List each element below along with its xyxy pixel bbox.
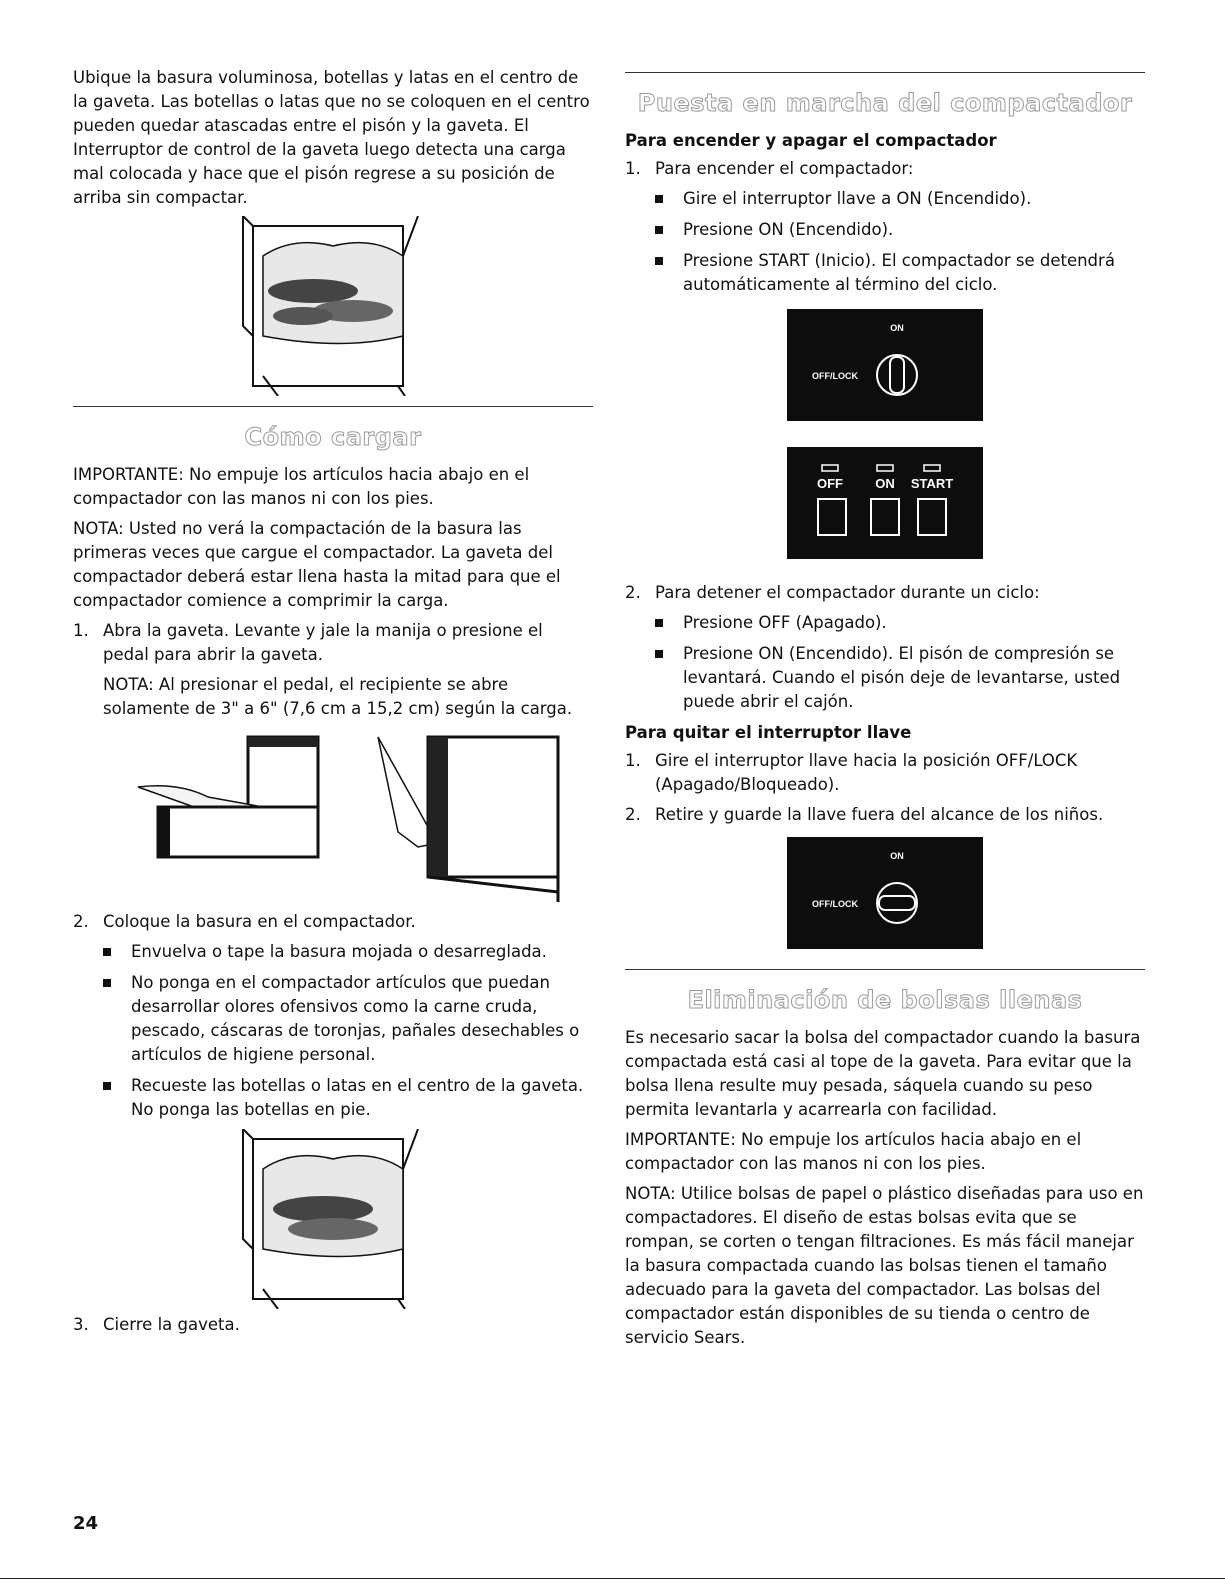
key-switch-panel-on <box>787 309 983 421</box>
panel-on-label: ON <box>890 323 904 333</box>
important-paragraph <box>73 463 593 511</box>
important-label: IMPORTANTE: <box>625 1130 736 1149</box>
panel-on-label: ON <box>890 851 904 861</box>
step-1 <box>625 157 1145 181</box>
step-text: Para encender el compactador: <box>655 159 914 178</box>
note-text: Utilice bolsas de papel o plástico diseñadas para uso en compactadores. El diseño de estas bolsas evita que se rompan, se corten o tengan filtraciones. Es más fácil manejar la basura compactada cuando las bolsas tienen el tamaño adecuado para la gaveta del compactador. Las bolsas del compactador están disponibles de su tienda o centro de servicio Sears. <box>625 1184 1144 1347</box>
off-button-label: OFF <box>817 476 843 491</box>
step-2-bullets <box>625 611 1145 714</box>
step-number: 2. <box>73 912 89 931</box>
step-number: 3. <box>73 1315 89 1334</box>
step-1 <box>73 619 593 667</box>
section-divider <box>625 72 1145 73</box>
note-paragraph <box>73 517 593 613</box>
section-divider <box>625 969 1145 970</box>
bullet-item: Presione OFF (Apagado). <box>625 611 1145 635</box>
bullet-item: Gire el interruptor llave a ON (Encendido). <box>625 187 1145 211</box>
important-text: No empuje los artículos hacia abajo en el compactador con las manos ni con los pies. <box>73 465 530 508</box>
note-paragraph <box>625 1182 1145 1350</box>
step-text: Retire y guarde la llave fuera del alcance de los niños. <box>655 805 1104 824</box>
button-panel <box>787 447 983 559</box>
subhead-quitar-llave: Para quitar el interruptor llave <box>625 723 912 742</box>
bullet-item: Presione ON (Encendido). <box>625 218 1145 242</box>
note-label: NOTA: <box>73 519 124 538</box>
note-label: NOTA: <box>103 675 154 694</box>
subhead-encender-apagar: Para encender y apagar el compactador <box>625 131 997 150</box>
important-paragraph <box>625 1128 1145 1176</box>
start-button-label: START <box>910 476 954 491</box>
step-1-bullets <box>625 187 1145 297</box>
section-title-eliminacion: Eliminación de bolsas llenas <box>687 986 1083 1014</box>
step-3 <box>73 1313 593 1337</box>
bullet-item: No ponga en el compactador artículos que puedan desarrollar olores ofensivos como la carne cruda, pescado, cáscaras de toronjas, pañales desechables o artículos de higiene personal. <box>73 971 593 1067</box>
drawer-illustration-top <box>223 216 443 396</box>
step-text: Para detener el compactador durante un ciclo: <box>655 583 1040 602</box>
bullet-item: Presione START (Inicio). El compactador se detendrá automáticamente al término del ciclo. <box>625 249 1145 297</box>
page-bottom-border <box>0 1578 1225 1579</box>
section-title-puesta-en-marcha: Puesta en marcha del compactador <box>637 89 1133 117</box>
elimination-paragraph: Es necesario sacar la bolsa del compactador cuando la basura compactada está casi al tope de la gaveta. Para evitar que la bolsa llena resulte muy pesada, sáquela cuando su peso permita levantarla y acarrearla con facilidad. <box>625 1028 1141 1119</box>
right-column <box>625 66 1145 1356</box>
bullet-item: Envuelva o tape la basura mojada o desarreglada. <box>73 940 593 964</box>
key-step-1 <box>625 749 1145 797</box>
step-number: 1. <box>625 159 641 178</box>
step-2 <box>73 910 593 934</box>
section-title-como-cargar: Cómo cargar <box>244 423 422 451</box>
page-number: 24 <box>73 1513 99 1534</box>
note-text: Usted no verá la compactación de la basura las primeras veces que cargue el compactador. La gaveta del compactador deberá estar llena hasta la mitad para que el compactador comience a comprimir la carga. <box>73 519 561 610</box>
intro-paragraph: Ubique la basura voluminosa, botellas y latas en el centro de la gaveta. Las botellas o latas que no se coloquen en el centro pueden quedar atascadas entre el pisón y la gaveta. El Interruptor de control de la gaveta luego detecta una carga mal colocada y hace que el pisón regrese a su posición de arriba sin compactar. <box>73 68 590 207</box>
step-number: 2. <box>625 805 641 824</box>
key-step-2 <box>625 803 1145 827</box>
note-text: Al presionar el pedal, el recipiente se abre solamente de 3" a 6" (7,6 cm a 15,2 cm) según la carga. <box>103 675 573 718</box>
note-label: NOTA: <box>625 1184 676 1203</box>
key-switch-panel-offlock <box>787 837 983 949</box>
step-number: 1. <box>625 751 641 770</box>
left-column <box>73 66 593 1343</box>
step-text: Coloque la basura en el compactador. <box>103 912 416 931</box>
step-text: Abra la gaveta. Levante y jale la manija o presione el pedal para abrir la gaveta. <box>103 621 543 664</box>
important-label: IMPORTANTE: <box>73 465 184 484</box>
handle-and-pedal-illustration <box>98 727 568 902</box>
step-number: 2. <box>625 583 641 602</box>
on-button-label: ON <box>875 476 895 491</box>
step-number: 1. <box>73 621 89 640</box>
step-text: Gire el interruptor llave hacia la posición OFF/LOCK (Apagado/Bloqueado). <box>655 751 1078 794</box>
step-text: Cierre la gaveta. <box>103 1315 240 1334</box>
important-text: No empuje los artículos hacia abajo en el compactador con las manos ni con los pies. <box>625 1130 1082 1173</box>
bullet-item: Presione ON (Encendido). El pisón de compresión se levantará. Cuando el pisón deje de levantarse, usted puede abrir el cajón. <box>625 642 1145 714</box>
bullet-item: Recueste las botellas o latas en el centro de la gaveta. No ponga las botellas en pie. <box>73 1074 593 1122</box>
section-divider <box>73 406 593 407</box>
panel-offlock-label: OFF/LOCK <box>812 371 858 381</box>
step-2 <box>625 581 1145 605</box>
step-2-bullets <box>73 940 593 1122</box>
drawer-illustration-bottom <box>223 1129 443 1309</box>
step-1-note <box>73 673 593 721</box>
panel-offlock-label: OFF/LOCK <box>812 899 858 909</box>
